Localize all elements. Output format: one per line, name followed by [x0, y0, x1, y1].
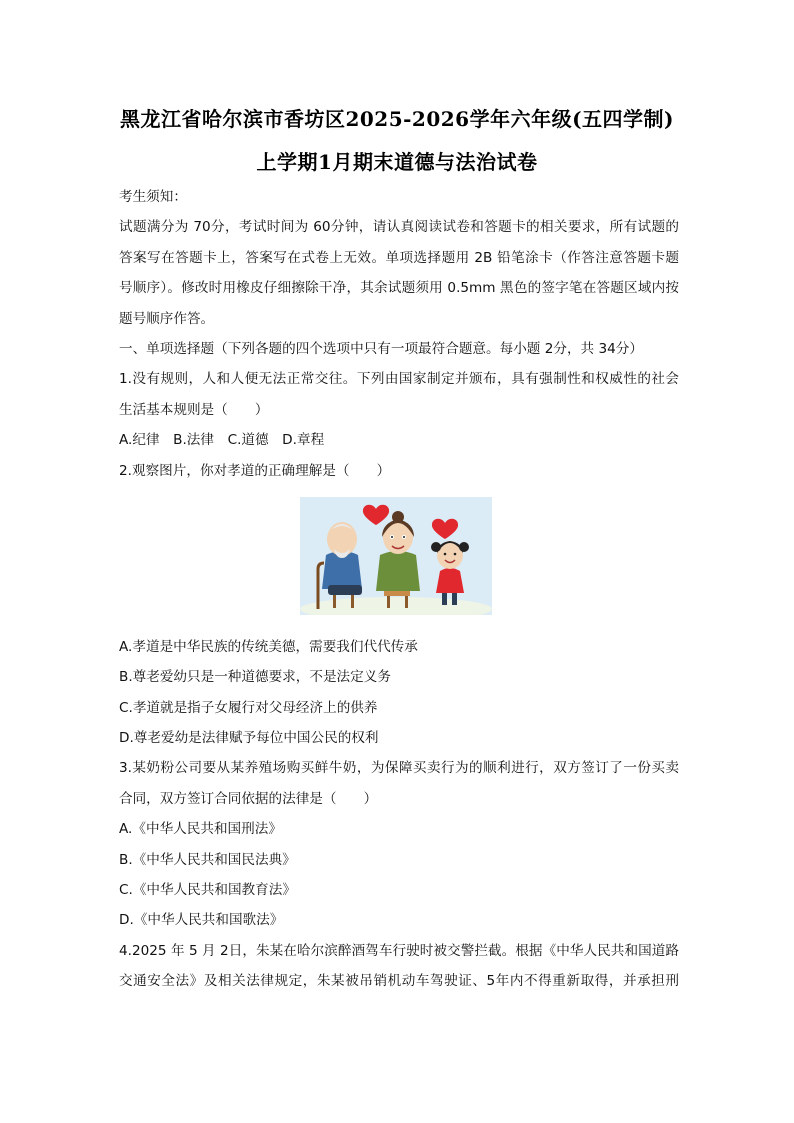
question-1-stem: 1.没有规则，人和人便无法正常交往。下列由国家制定并颁布，具有强制性和权威性的社会 — [119, 371, 679, 388]
exam-title-line1: 黑龙江省哈尔滨市香坊区2025-2026学年六年级(五四学制) — [119, 107, 675, 131]
question-1-options: A.纪律 B.法律 C.道德 D.章程 — [119, 432, 325, 449]
question-3-option: C.《中华人民共和国教育法》 — [119, 882, 296, 899]
notice-line: 题号顺序作答。 — [119, 310, 215, 327]
question-2-option: B.尊老爱幼只是一种道德要求，不是法定义务 — [119, 669, 391, 686]
question-4-stem: 4.2025 年 5 月 2日，朱某在哈尔滨醉酒驾车行驶时被交警拦截。根据《中华人民共和国道路 — [119, 942, 679, 959]
question-3-option: B.《中华人民共和国民法典》 — [119, 851, 296, 868]
question-3-option: D.《中华人民共和国歌法》 — [119, 912, 284, 929]
question-1-stem-cont: 生活基本规则是（ ） — [119, 401, 269, 418]
exam-content — [119, 182, 679, 997]
family-respect-elders-illustration — [300, 497, 492, 615]
question-2-option: D.尊老爱幼是法律赋予每位中国公民的权利 — [119, 730, 379, 747]
exam-title-line2: 上学期1月期末道德与法治试卷 — [256, 150, 538, 174]
question-2-figure-area — [119, 486, 679, 632]
question-2-stem: 2.观察图片，你对孝道的正确理解是（ ） — [119, 462, 391, 479]
question-3-stem: 3.某奶粉公司要从某养殖场购买鲜牛奶，为保障买卖行为的顺利进行，双方签订了一份买卖 — [119, 760, 679, 777]
section-heading: 一、单项选择题（下列各题的四个选项中只有一项最符合题意。每小题 2分，共 34分） — [119, 340, 643, 357]
notice-line: 答案写在答题卡上，答案写在式卷上无效。单项选择题用 2B 铅笔涂卡（作答注意答题卡题 — [119, 249, 679, 266]
notice-line: 试题满分为 70分，考试时间为 60分钟，请认真阅读试卷和答题卡的相关要求，所有试题的 — [119, 219, 679, 236]
question-2-option: C.孝道就是指子女履行对父母经济上的供养 — [119, 699, 378, 716]
question-3-stem-cont: 合同，双方签订合同依据的法律是（ ） — [119, 790, 378, 807]
family-illustration-svg — [300, 497, 492, 615]
notice-heading: 考生须知： — [119, 189, 187, 205]
question-2-option: A.孝道是中华民族的传统美德，需要我们代代传承 — [119, 638, 418, 655]
question-3-option: A.《中华人民共和国刑法》 — [119, 821, 282, 838]
notice-line: 号顺序）。修改时用橡皮仔细擦除干净，其余试题须用 0.5mm 黑色的签字笔在答题区域内按 — [119, 280, 679, 297]
question-4-stem-cont: 交通安全法》及相关法律规定，朱某被吊销机动车驾驶证、5年内不得重新取得，并承担刑 — [119, 973, 679, 990]
